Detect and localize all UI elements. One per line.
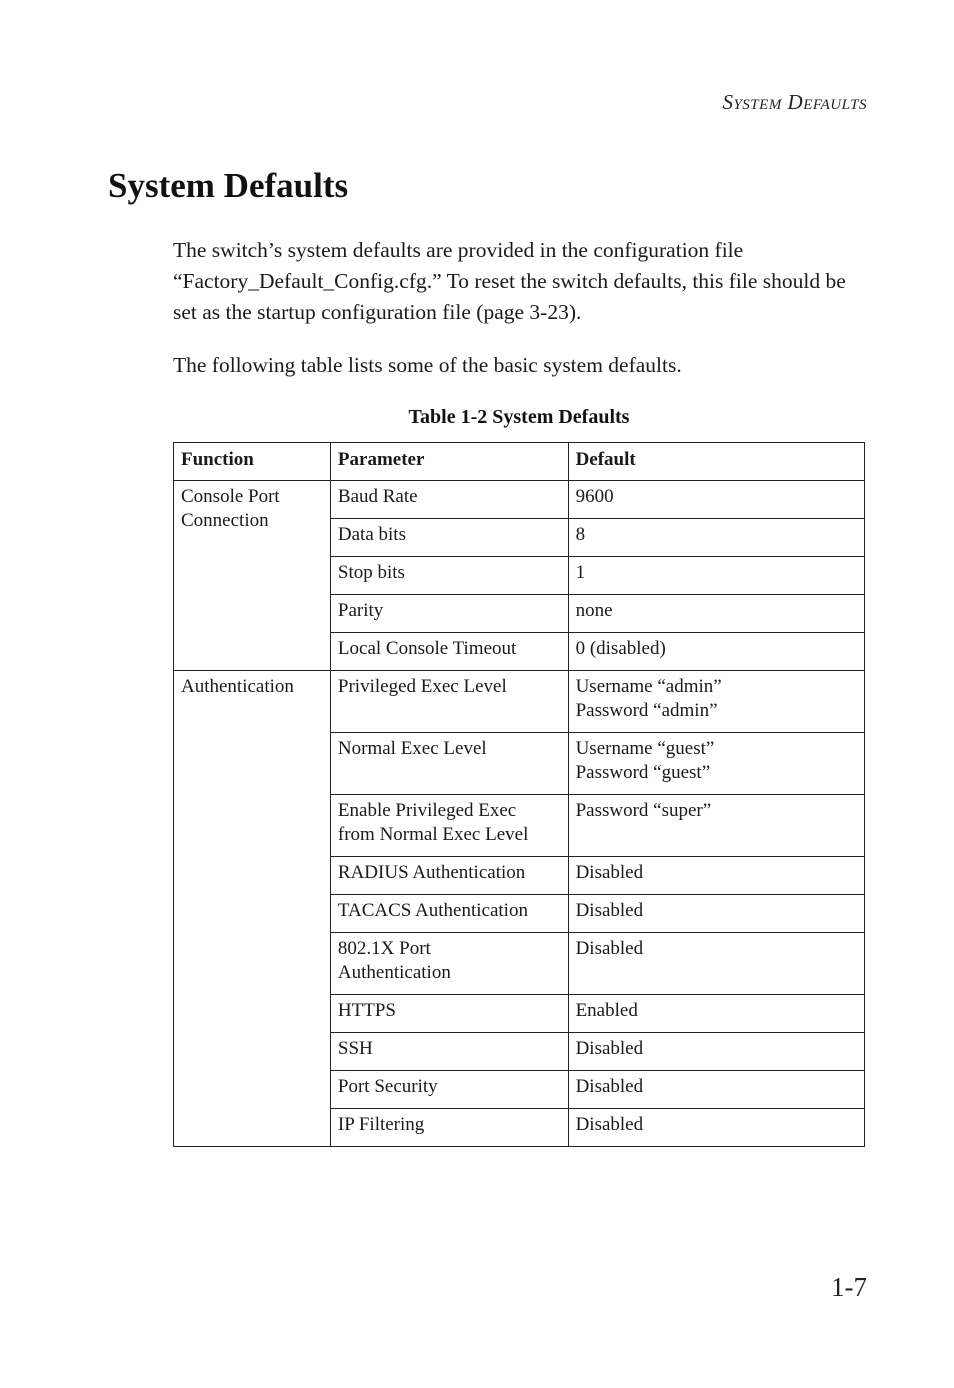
parameter-text: TACACS Authentication	[337, 900, 528, 921]
parameter-cell	[330, 795, 568, 857]
parameter-text: SSH	[337, 1038, 373, 1059]
default-text: 1	[575, 562, 586, 583]
parameter-cell	[330, 633, 568, 671]
table-header-row	[174, 443, 865, 481]
page-title: System Defaults	[108, 166, 349, 205]
column-header-default: Default	[568, 443, 864, 481]
default-text: Username “guest”	[575, 738, 715, 759]
default-text: 8	[575, 524, 586, 545]
default-cell	[568, 857, 864, 895]
default-text: Disabled	[575, 1038, 644, 1059]
table-row	[174, 481, 865, 519]
page-number: 1-7	[831, 1272, 867, 1302]
parameter-text: Authentication	[337, 962, 451, 983]
parameter-text: IP Filtering	[337, 1114, 425, 1135]
default-text: none	[575, 600, 613, 621]
parameter-cell	[330, 595, 568, 633]
system-defaults-table	[173, 442, 865, 1147]
parameter-text: 802.1X Port	[337, 938, 431, 959]
parameter-cell	[330, 1071, 568, 1109]
parameter-cell	[330, 857, 568, 895]
running-header: System Defaults	[722, 90, 867, 114]
parameter-text: Port Security	[337, 1076, 438, 1097]
default-text: Disabled	[575, 1076, 644, 1097]
default-text: Disabled	[575, 938, 644, 959]
table-intro-paragraph: The following table lists some of the basic system defaults.	[173, 353, 682, 377]
default-cell	[568, 933, 864, 995]
parameter-text: Local Console Timeout	[337, 638, 517, 659]
parameter-text: RADIUS Authentication	[337, 862, 526, 883]
default-cell	[568, 795, 864, 857]
default-text: 0 (disabled)	[575, 638, 666, 659]
default-cell	[568, 557, 864, 595]
default-text: Password “admin”	[575, 700, 718, 721]
parameter-cell	[330, 733, 568, 795]
parameter-cell	[330, 481, 568, 519]
parameter-text: Parity	[337, 600, 384, 621]
default-cell	[568, 995, 864, 1033]
column-header-function: Function	[174, 443, 331, 481]
default-text: Password “super”	[575, 800, 712, 821]
default-cell	[568, 519, 864, 557]
default-text: Enabled	[575, 1000, 638, 1021]
parameter-text: HTTPS	[337, 1000, 396, 1021]
function-text: Authentication	[181, 676, 294, 697]
default-cell	[568, 733, 864, 795]
function-cell	[174, 481, 331, 671]
default-text: Password “guest”	[575, 762, 711, 783]
function-cell	[174, 671, 331, 1147]
table-caption: Table 1-2 System Defaults	[408, 406, 630, 428]
parameter-text: Normal Exec Level	[337, 738, 487, 759]
parameter-cell	[330, 671, 568, 733]
default-text: Disabled	[575, 900, 644, 921]
parameter-cell	[330, 895, 568, 933]
table-body	[174, 481, 865, 1147]
parameter-text: Privileged Exec Level	[337, 676, 507, 697]
default-cell	[568, 895, 864, 933]
default-text: Username “admin”	[575, 676, 722, 697]
table-row	[174, 671, 865, 733]
intro-paragraph: The switch’s system defaults are provided in the configuration file “Factory_Default_Config.cfg.” To reset the switch defaults, this file should be set as the startup configuration file (page 3-23).	[173, 238, 846, 324]
default-cell	[568, 481, 864, 519]
default-cell	[568, 595, 864, 633]
default-text: Disabled	[575, 862, 644, 883]
parameter-text: Baud Rate	[337, 486, 418, 507]
default-cell	[568, 1109, 864, 1147]
parameter-cell	[330, 933, 568, 995]
function-text: Connection	[181, 510, 269, 531]
default-cell	[568, 1071, 864, 1109]
parameter-cell	[330, 557, 568, 595]
parameter-cell	[330, 519, 568, 557]
function-text: Console Port	[181, 486, 280, 507]
default-cell	[568, 633, 864, 671]
default-text: Disabled	[575, 1114, 644, 1135]
column-header-parameter: Parameter	[330, 443, 568, 481]
parameter-text: Data bits	[337, 524, 406, 545]
default-text: 9600	[575, 486, 614, 507]
parameter-cell	[330, 1109, 568, 1147]
default-cell	[568, 1033, 864, 1071]
parameter-text: Enable Privileged Exec	[337, 800, 517, 821]
parameter-text: from Normal Exec Level	[337, 824, 529, 845]
parameter-cell	[330, 1033, 568, 1071]
parameter-text: Stop bits	[337, 562, 405, 583]
parameter-cell	[330, 995, 568, 1033]
default-cell	[568, 671, 864, 733]
